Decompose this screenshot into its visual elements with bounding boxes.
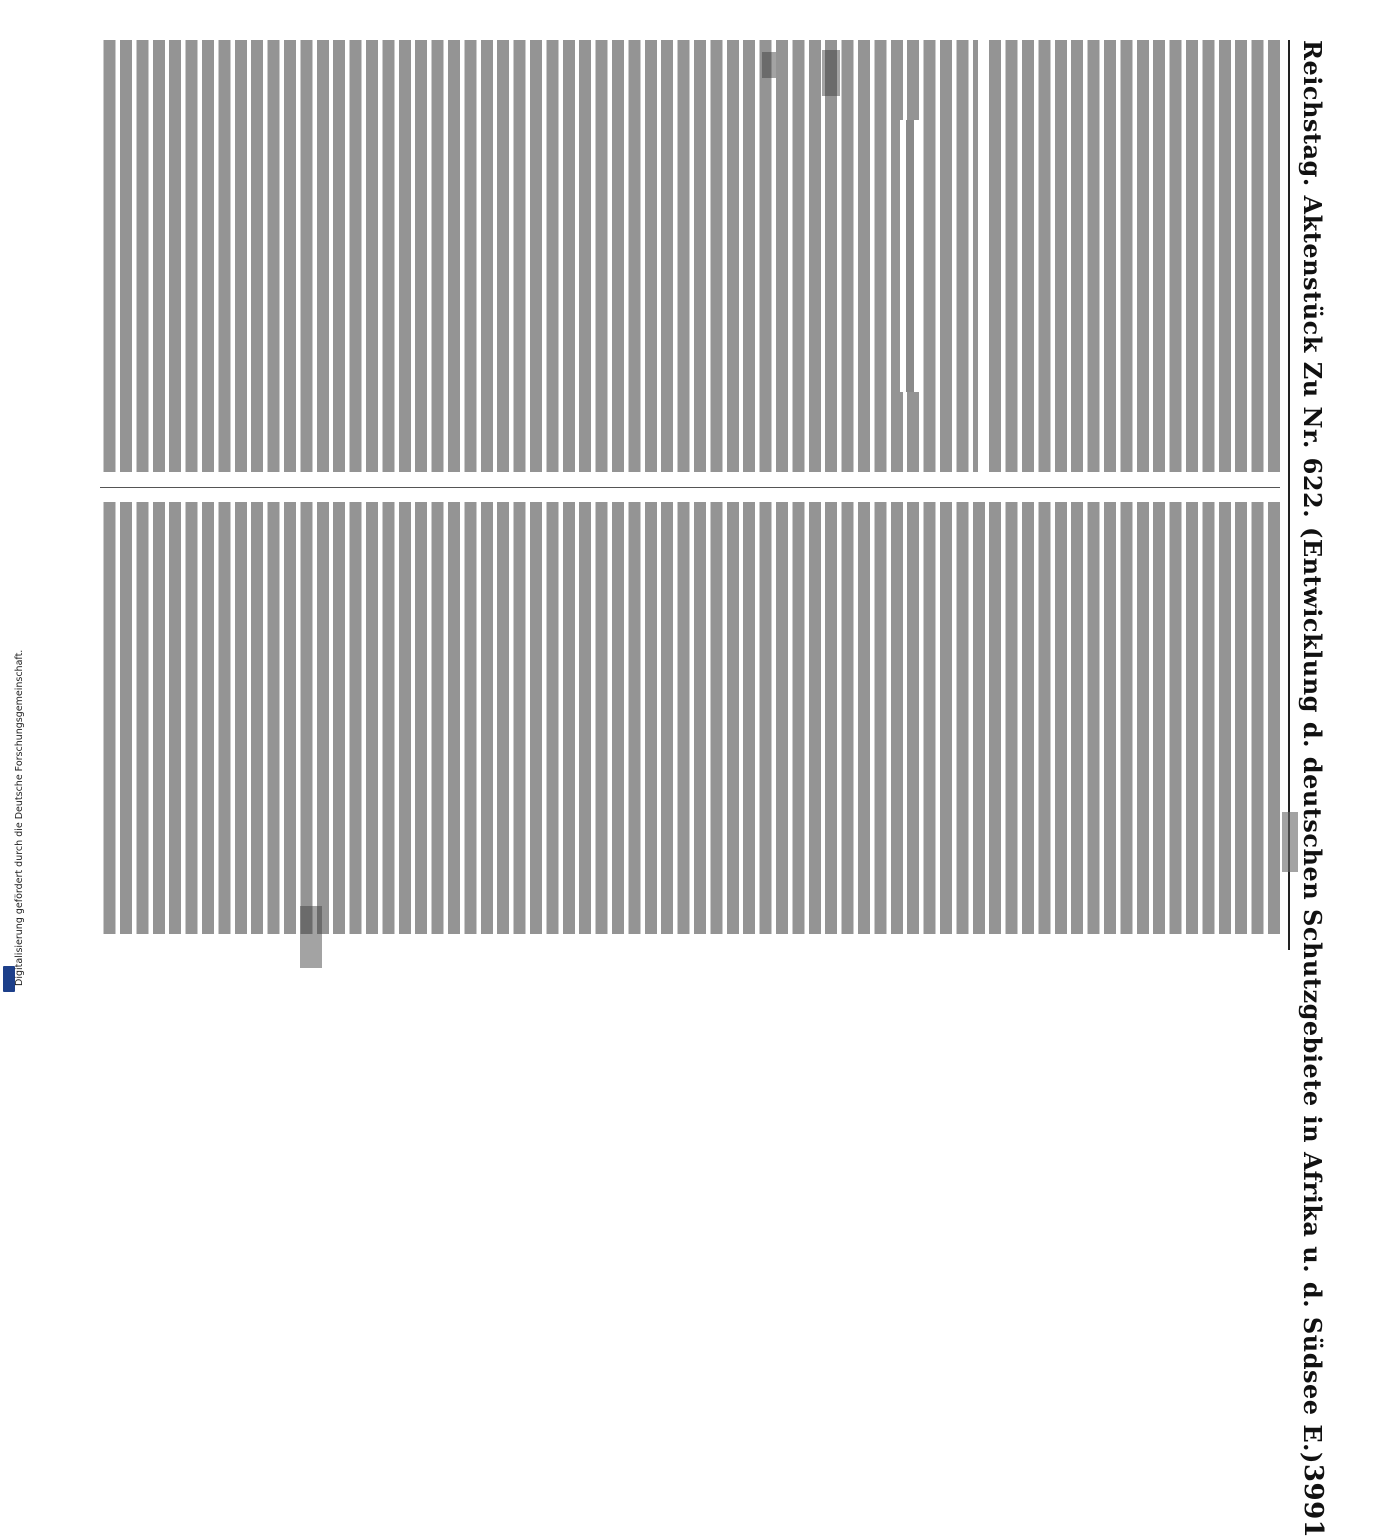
text-lines — [100, 40, 1280, 472]
column-divider — [100, 487, 1280, 488]
document-page — [90, 40, 1330, 1538]
page-footer-mark — [1282, 812, 1298, 872]
attribution-strip — [0, 0, 25, 1000]
page-number: 3991 — [1298, 1463, 1328, 1538]
page-header — [1296, 40, 1330, 1538]
page-title: Reichstag. Aktenstück Zu Nr. 622. (Entwicklung d. deutschen Schutzgebiete in Afrika u. d. Südsee E.) — [1298, 40, 1328, 1464]
text-column-right — [100, 502, 1280, 934]
paragraph-gap — [978, 40, 988, 472]
text-lines — [100, 502, 1280, 934]
text-column-left — [100, 40, 1280, 472]
attribution-text: Digitalisierung gefördert durch die Deutsche Forschungsgemeinschaft. — [14, 649, 25, 986]
section-caption — [900, 120, 920, 392]
